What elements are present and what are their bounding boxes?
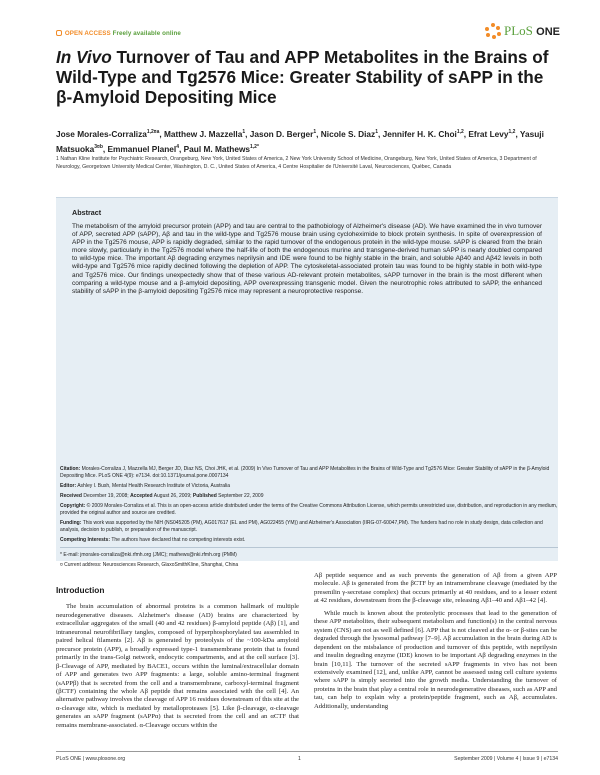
body-right-column: [314, 572, 557, 711]
author-list: [56, 126, 556, 156]
citation-label: Citation:: [60, 466, 81, 472]
footer-journal[interactable]: PLoS ONE | www.plosone.org: [56, 756, 126, 762]
access-label: ACCESS: [84, 30, 111, 37]
accepted-label: Accepted: [130, 492, 153, 499]
copyright-label: Copyright:: [60, 503, 86, 510]
footer-issue: September 2009 | Volume 4 | Issue 9 | e7134: [454, 756, 558, 762]
editor-label: Editor:: [60, 482, 77, 489]
author-sup: 1,2*: [250, 143, 259, 150]
author-name[interactable]: , Paul M. Mathews: [179, 143, 251, 154]
funding-label: Funding:: [60, 519, 82, 526]
dates: [60, 493, 558, 500]
funding-text: This work was supported by the NIH (NS045205 (PM), AG017617 (EL and PM), AG022455 (YM)) and Alzheimer's Association (IIRG-07-60047,PM). The funders had no role in study design, data collection and analysis, decision to publish, or preparation of the manuscript.: [60, 519, 543, 533]
page-number: 1: [298, 756, 301, 762]
author-name[interactable]: , Nicole S. Diaz: [316, 128, 376, 139]
author-sup: 1,2: [508, 129, 516, 135]
received-label: Received: [60, 492, 82, 499]
paragraph: Aβ peptide sequence and as such prevents the generation of Aβ from a given APP molecule. Aβ is generated from the βCTF by an intramembrane cleavage (mediated by the presenilin γ-secretase complex) that occurs primarily at 40 residues, and to a lesser extent at 42 residues, downstream from the β-cleavage site, releasing Aβ1–40 and Aβ1–42 [4].: [314, 572, 557, 605]
copyright: [60, 503, 558, 516]
paragraph: While much is known about the proteolytic processes that lead to the generation of these APP metabolites, their subsequent metabolism and function(s) in the central nervous system (CNS) are not as well defined [6]. APP that is not cleaved at the α- or β-sites can be degraded through the lysosomal pathway [7–9]. Aβ accumulation in the brain during AD is dependent on the misbalance of production and turnover of this peptide, with neprilysin and insulin degrading enzyme (IDE) known to be important Aβ degrading enzymes in the brain [10,11]. The turnover of the secreted sAPP fragments in vivo has not been extensively examined [12], and, unlike APP, cannot be assessed using cell culture systems where sAPP is simply secreted into the growth media. Understanding the turnover of proteins in the brain that play a central role in neurodegenerative diseases, such as APP and tau, can help to explain why a protein/peptide fragment, such as Aβ, accumulates. Additionally, understanding: [314, 609, 557, 710]
article-title: [56, 47, 556, 107]
open-label: OPEN: [64, 30, 83, 37]
article-metadata: [60, 466, 558, 572]
title-rest: Turnover of Tau and APP Metabolites in the Brains of Wild-Type and Tg2576 Mice: Greater Stability of sAPP in the β-Amyloid Depositing Mice: [56, 47, 549, 107]
abstract-box: [56, 197, 558, 569]
received-date: December 19, 2008;: [81, 492, 131, 499]
citation: [60, 466, 558, 479]
competing-text: The authors have declared that no competing interests exist.: [110, 536, 246, 543]
title-italic: In Vivo: [56, 47, 112, 67]
author-sup: 1,2¤a: [146, 129, 160, 135]
author-sup: 4: [176, 143, 180, 150]
published-date: September 22, 2009: [216, 492, 264, 499]
competing-interests: [60, 537, 558, 544]
author-name[interactable]: , Jason D. Berger: [245, 128, 314, 139]
logo-one: ONE: [536, 26, 560, 38]
abstract-text: The metabolism of the amyloid precursor protein (APP) and tau are central to the pathobiology of Alzheimer's disease (AD). We have examined the in vivo turnover of APP, secreted APP (sAPP), Aβ and tau in the wild-type and Tg2576 mouse brain using cycloheximide to block protein synthesis. In spite of overexpression of APP in the Tg2576 mouse, APP is rapidly degraded, similar to the rapid turnover of the endogenous protein in the wild-type mouse. sAPP is cleared from the brain more slowly, particularly in the Tg2576 model where the half-life of both the endogenous murine and transgene-derived human sAPP is nearly doubled compared to wild-type mice. The important Aβ degrading enzymes neprilysin and IDE were found to be highly stable in the brain, and soluble Aβ40 and Aβ42 levels in both wild-type and Tg2576 mice rapidly declined following the depletion of APP. The cytoskeletal-associated protein tau was found to be highly stable in both wild-type and Tg2576 mice. Our findings unexpectedly show that of these various AD-relevant protein metabolites, sAPP turnover in the brain is the most different when comparing a wild-type mouse and a β-amyloid depositing, APP overexpressing transgenic model. Given the neurotrophic roles attributed to sAPP, the enhanced stability of sAPP in the β-amyloid depositing Tg2576 mice may represent a neuroprotective response.: [72, 223, 542, 295]
citation-text: Morales-Corraliza J, Mazzella MJ, Berger JD, Diaz NS, Choi JHK, et al. (2009) In Vivo Turnover of Tau and APP Metabolites in the Brains of Wild-Type and Tg2576 Mice: Greater Stability of sAPP in the β-Amyloid Depositing Mice. PLoS ONE 4(9): e7134. doi:10.1371/journal.pone.0007134: [60, 466, 550, 479]
plos-sunburst-icon: [485, 23, 501, 39]
author-sup: 1: [375, 129, 378, 135]
page-footer: [56, 751, 558, 762]
open-lock-icon: [56, 30, 62, 36]
body-left-column: [56, 572, 299, 730]
plos-one-logo[interactable]: [485, 23, 560, 39]
paragraph: The brain accumulation of abnormal proteins is a common hallmark of multiple neurodegenerative diseases. Alzheimer's disease (AD) brains are characterized by extracellular aggregates of the small (40 and 42 residues) β-amyloid peptide (Aβ) [1], and intraneuronal neurofibrillary tangles, composed of hyperphosphorylated tau assembled in paired helical filaments [2]. Aβ is generated by proteolysis of the ~100-kDa amyloid precursor protein (APP), a broadly expressed type-1 transmembrane protein that is found primarily in the trans-Golgi network, endocytic compartments, and at the cell surface [3]. β-Cleavage of APP, mediated by BACE1, occurs within the luminal/extracellular domain of APP and generates two APP fragments: a large, soluble amino-terminal fragment (sAPPβ) that is secreted from the cell and a transmembrane, carboxyl-terminal fragment (βCTF) containing the whole Aβ peptide that remains associated with the cell [4]. An alternative pathway involves the cleavage of APP 16 residues downstream of this site at the α-cleavage site, which is mediated by metalloproteases [5]. Like β-cleavage, α-cleavage generates an sAPP fragment (sAPPα) that is secreted from the cell and an αCTF that remains membrane-associated. α-Cleavage occurs within the: [56, 603, 299, 729]
abstract-heading: Abstract: [72, 208, 102, 217]
author-name[interactable]: , Efrat Levy: [463, 128, 509, 139]
published-label: Published: [192, 492, 217, 499]
competing-label: Competing Interests:: [60, 536, 111, 543]
current-address: ¤ Current address: Neurosciences Research, GlaxoSmithKline, Shanghai, China: [60, 562, 239, 569]
editor: [60, 483, 558, 490]
author-name[interactable]: , Jennifer H. K. Choi: [377, 128, 457, 139]
author-sup: 3¤b: [94, 143, 103, 150]
author-name[interactable]: , Emmanuel Planel: [102, 143, 177, 154]
author-sup: 1: [242, 129, 246, 135]
divider: [60, 547, 558, 548]
editor-text: Ashley I. Bush, Mental Health Research Institute of Victoria, Australia: [76, 482, 230, 489]
author-sup: 1,2: [456, 129, 464, 135]
author-sup: 1: [313, 129, 317, 135]
logo-plos: PLoS: [504, 23, 533, 38]
funding: [60, 520, 558, 533]
accepted-date: August 26, 2009;: [152, 492, 193, 499]
logo-text: [504, 23, 560, 39]
author-name[interactable]: , Yasuji Matsuoka: [56, 128, 544, 154]
copyright-text: © 2009 Morales-Corraliza et al. This is an open-access article distributed under the terms of the Creative Commons Attribution License, which permits unrestricted use, distribution, and reproduction in any medium, provided the original author and source are credited.: [60, 503, 558, 516]
author-name[interactable]: Jose Morales-Corraliza: [56, 128, 147, 139]
email[interactable]: * E-mail: jmorales-corraliza@nki.rfmh.org (JMC); mathews@nki.rfmh.org (PMM): [60, 551, 237, 558]
availability-label: Freely available online: [112, 30, 181, 37]
author-name[interactable]: , Matthew J. Mazzella: [159, 128, 243, 139]
affiliations: 1 Nathan Kline Institute for Psychiatric Research, Orangeburg, New York, United States of America, 2 New York University School of Medicine, Orangeburg, New York, United States of America, 3 Department of Neurology, Georgetown University Medical Center, Washington, D. C., United States of America, 4 Centre Hospitalier de l'Université Laval, Neurosciences, Québec, Canada: [56, 156, 537, 170]
open-access-banner: [56, 30, 181, 37]
introduction-heading: Introduction: [56, 585, 105, 595]
